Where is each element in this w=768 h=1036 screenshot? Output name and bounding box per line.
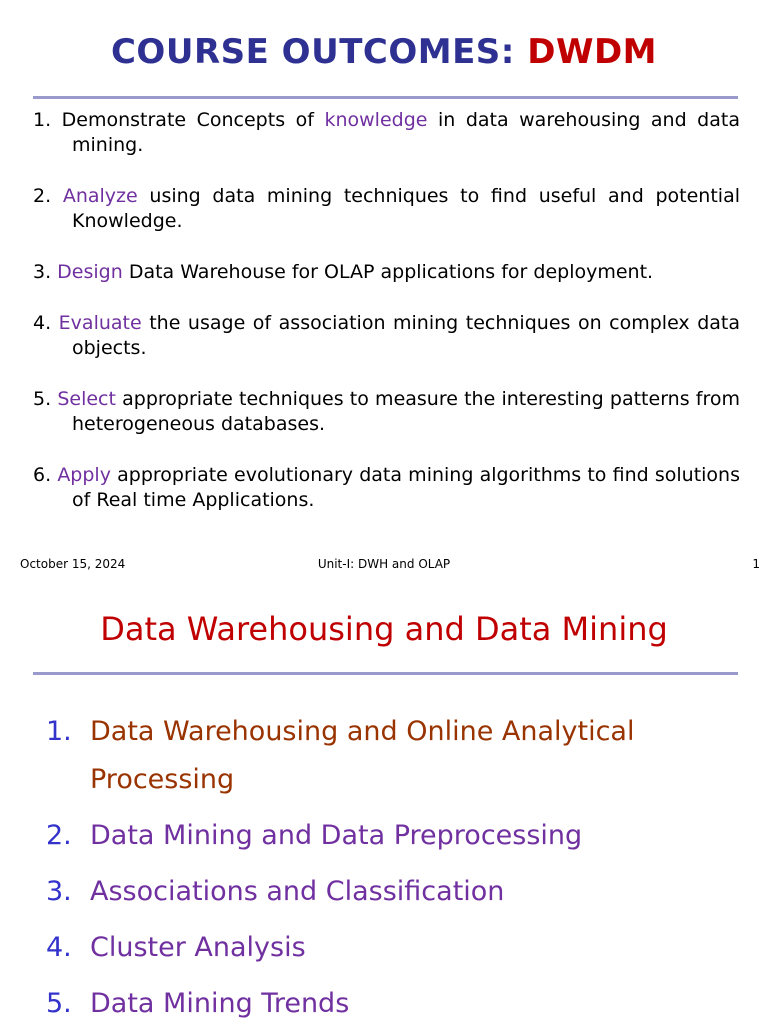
title-text: COURSE OUTCOMES: <box>110 32 528 72</box>
title-divider <box>33 96 738 99</box>
topic-item <box>46 812 746 860</box>
topic-number: 5. <box>46 988 72 1019</box>
outcome-verb: Select <box>57 388 116 410</box>
outcome-verb: Evaluate <box>58 312 142 334</box>
topic-number: 4. <box>46 932 72 963</box>
topic-item <box>46 708 746 804</box>
outcome-number: 5. <box>33 388 58 410</box>
topic-text: Data Mining and Data Preprocessing <box>90 820 583 851</box>
outcome-verb: Analyze <box>62 185 138 207</box>
outcome-text: Demonstrate Concepts of <box>61 109 325 131</box>
outcome-text: Data Warehouse for OLAP applications for deployment. <box>122 261 654 283</box>
footer-page-number: 1 <box>752 557 760 571</box>
outcome-number: 1. <box>33 109 62 131</box>
topic-text: Data Mining Trends <box>90 988 350 1019</box>
topic-text: Data Warehousing and Online Analytical Processing <box>90 716 635 795</box>
topic-number: 3. <box>46 876 72 907</box>
topic-number: 1. <box>46 716 72 747</box>
outcome-verb: knowledge <box>324 109 428 131</box>
outcome-item <box>33 108 740 158</box>
outcome-number: 6. <box>33 464 58 486</box>
topics-list <box>46 708 746 1036</box>
topic-item <box>46 924 746 972</box>
outcome-verb: Apply <box>57 464 111 486</box>
topic-text: Associations and Classification <box>90 876 505 907</box>
outcome-item <box>33 260 740 285</box>
topic-item <box>46 868 746 916</box>
topic-item <box>46 980 746 1028</box>
outcome-text: in data warehousing and data mining. <box>72 109 740 156</box>
topic-text: Cluster Analysis <box>90 932 306 963</box>
outcome-text: using data mining techniques to find useful and potential Knowledge. <box>72 185 740 232</box>
outcome-item <box>33 311 740 361</box>
outcome-item <box>33 463 740 513</box>
outcome-verb: Design <box>57 261 123 283</box>
outcome-item <box>33 184 740 234</box>
slide-title <box>0 32 768 72</box>
title-accent: DWDM <box>527 32 658 72</box>
outcome-item <box>33 387 740 437</box>
outcome-number: 2. <box>33 185 63 207</box>
footer-date: October 15, 2024 <box>20 557 126 571</box>
outcome-number: 4. <box>33 312 59 334</box>
title-divider <box>33 672 738 675</box>
slide-title: Data Warehousing and Data Mining <box>100 610 668 648</box>
topic-number: 2. <box>46 820 72 851</box>
outcome-text: appropriate evolutionary data mining algorithms to find solutions of Real time Applications. <box>72 464 740 511</box>
outcome-number: 3. <box>33 261 58 283</box>
outcome-text: appropriate techniques to measure the interesting patterns from heterogeneous databases. <box>72 388 740 435</box>
footer-unit: Unit-I: DWH and OLAP <box>317 557 451 571</box>
slide-topics <box>0 578 768 1024</box>
outcome-text: the usage of association mining techniques on complex data objects. <box>72 312 741 359</box>
outcomes-list <box>33 108 740 539</box>
